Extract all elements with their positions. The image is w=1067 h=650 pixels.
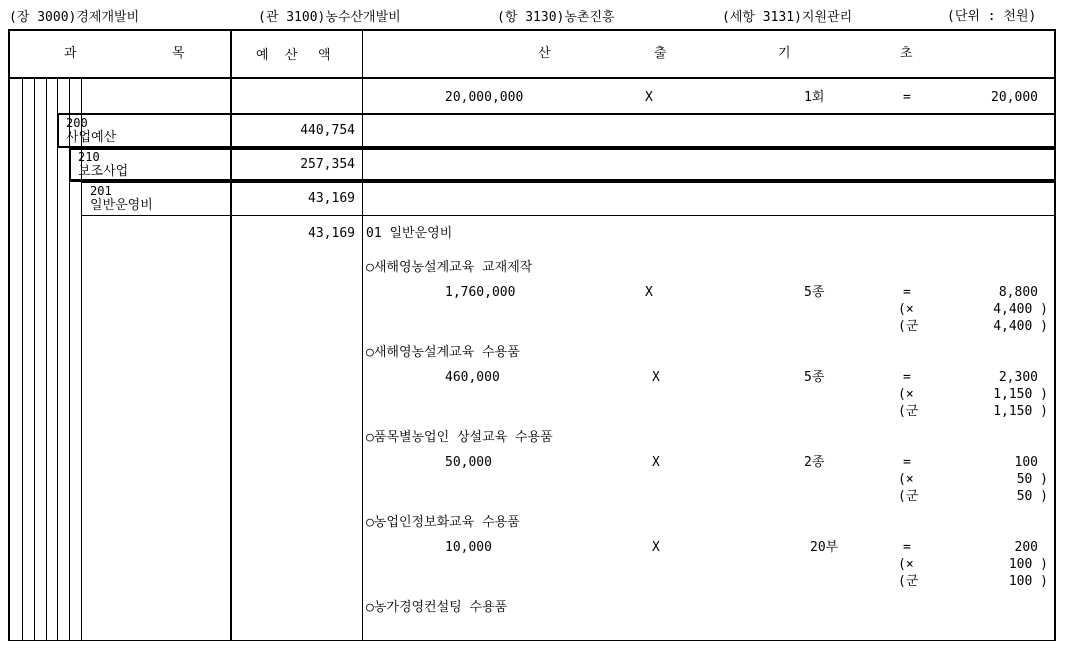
item-qty: 5종 bbox=[804, 285, 825, 300]
code-210: 210 bbox=[78, 150, 100, 164]
item-l1: (× bbox=[898, 387, 914, 402]
code-201-amount: 43,169 bbox=[308, 191, 355, 206]
item-total: 100 bbox=[1014, 455, 1038, 470]
item-eq: = bbox=[903, 370, 911, 385]
header-budget-3: 액 bbox=[318, 48, 331, 63]
code-200-amount: 440,754 bbox=[300, 123, 355, 138]
item-l2: (군 bbox=[898, 489, 919, 504]
top-row-count: 1회 bbox=[804, 90, 825, 105]
item-l2: (군 bbox=[898, 574, 919, 589]
item-unit-price: 1,760,000 bbox=[445, 285, 516, 300]
header-gwan: (관 3100)농수산개발비 bbox=[258, 10, 401, 25]
item-total: 2,300 bbox=[998, 370, 1038, 385]
item-unit-price: 50,000 bbox=[445, 455, 492, 470]
top-row-result: 20,000 bbox=[991, 90, 1038, 105]
item-unit-price: 10,000 bbox=[445, 540, 492, 555]
item-v1: 4,400 ) bbox=[993, 302, 1048, 317]
header-basis-3: 기 bbox=[778, 46, 791, 61]
code-200-name: 사업예산 bbox=[66, 130, 117, 145]
header-gwa: 과 bbox=[64, 46, 77, 61]
code-201-name: 일반운영비 bbox=[90, 198, 153, 213]
item-name: ○새해영농설계교육 수용품 bbox=[366, 345, 520, 360]
item-name: ○새해영농설계교육 교재제작 bbox=[366, 260, 533, 275]
item-unit-price: 460,000 bbox=[445, 370, 500, 385]
item-times: X bbox=[652, 455, 660, 470]
header-basis-1: 산 bbox=[538, 46, 551, 61]
code-201-sep bbox=[362, 182, 363, 216]
item-l1: (× bbox=[898, 557, 914, 572]
item-v1: 100 ) bbox=[1008, 557, 1048, 572]
item-times: X bbox=[645, 285, 653, 300]
code-200-sep bbox=[362, 113, 363, 148]
item-times: X bbox=[652, 370, 660, 385]
item-l1: (× bbox=[898, 472, 914, 487]
item-total: 200 bbox=[1014, 540, 1038, 555]
item-l2: (군 bbox=[898, 319, 919, 334]
code-210-amount: 257,354 bbox=[300, 157, 355, 172]
item-eq: = bbox=[903, 285, 911, 300]
item-v2: 50 ) bbox=[1016, 489, 1048, 504]
header-mok: 목 bbox=[172, 46, 185, 61]
code-200: 200 bbox=[66, 116, 88, 130]
item-v1: 1,150 ) bbox=[993, 387, 1048, 402]
item-eq: = bbox=[903, 455, 911, 470]
header-hang: (항 3130)농촌진흥 bbox=[497, 10, 615, 25]
item-v1: 50 ) bbox=[1016, 472, 1048, 487]
tree-line-2 bbox=[34, 79, 35, 641]
item-v2: 4,400 ) bbox=[993, 319, 1048, 334]
top-row-amount: 20,000,000 bbox=[445, 90, 524, 105]
code-201-box bbox=[81, 182, 1056, 216]
item-l1: (× bbox=[898, 302, 914, 317]
header-budget-1: 예 bbox=[256, 48, 269, 63]
item-l2: (군 bbox=[898, 404, 919, 419]
item-v2: 1,150 ) bbox=[993, 404, 1048, 419]
header-sehang: (세항 3131)지원관리 bbox=[722, 10, 853, 25]
header-budget-2: 산 bbox=[285, 48, 298, 63]
detail-amount: 43,169 bbox=[308, 226, 355, 241]
tree-line-1 bbox=[22, 79, 23, 641]
code-201: 201 bbox=[90, 184, 112, 198]
tree-line-3 bbox=[46, 79, 47, 641]
code-210-box bbox=[69, 148, 1056, 182]
item-times: X bbox=[652, 540, 660, 555]
item-qty: 20부 bbox=[810, 540, 839, 555]
item-name: ○농업인정보화교육 수용품 bbox=[366, 515, 520, 530]
item-total: 8,800 bbox=[998, 285, 1038, 300]
item-name-last: ○농가경영컨설팅 수용품 bbox=[366, 600, 508, 615]
item-eq: = bbox=[903, 540, 911, 555]
item-qty: 5종 bbox=[804, 370, 825, 385]
header-basis-4: 초 bbox=[900, 46, 913, 61]
code-210-name: 보조사업 bbox=[78, 164, 129, 179]
top-row-eq: = bbox=[903, 90, 911, 105]
tree-line-4 bbox=[57, 79, 58, 641]
header-divider bbox=[8, 77, 1056, 79]
code-210-sep bbox=[362, 148, 363, 182]
detail-title: 01 일반운영비 bbox=[366, 226, 453, 241]
item-name: ○품목별농업인 상설교육 수용품 bbox=[366, 430, 553, 445]
header-basis-2: 출 bbox=[654, 46, 667, 61]
header-jang: (장 3000)경제개발비 bbox=[9, 10, 140, 25]
header-unit: (단위 : 천원) bbox=[947, 9, 1037, 24]
top-row-times: X bbox=[645, 90, 653, 105]
item-v2: 100 ) bbox=[1008, 574, 1048, 589]
item-qty: 2종 bbox=[804, 455, 825, 470]
code-200-box bbox=[57, 113, 1056, 148]
